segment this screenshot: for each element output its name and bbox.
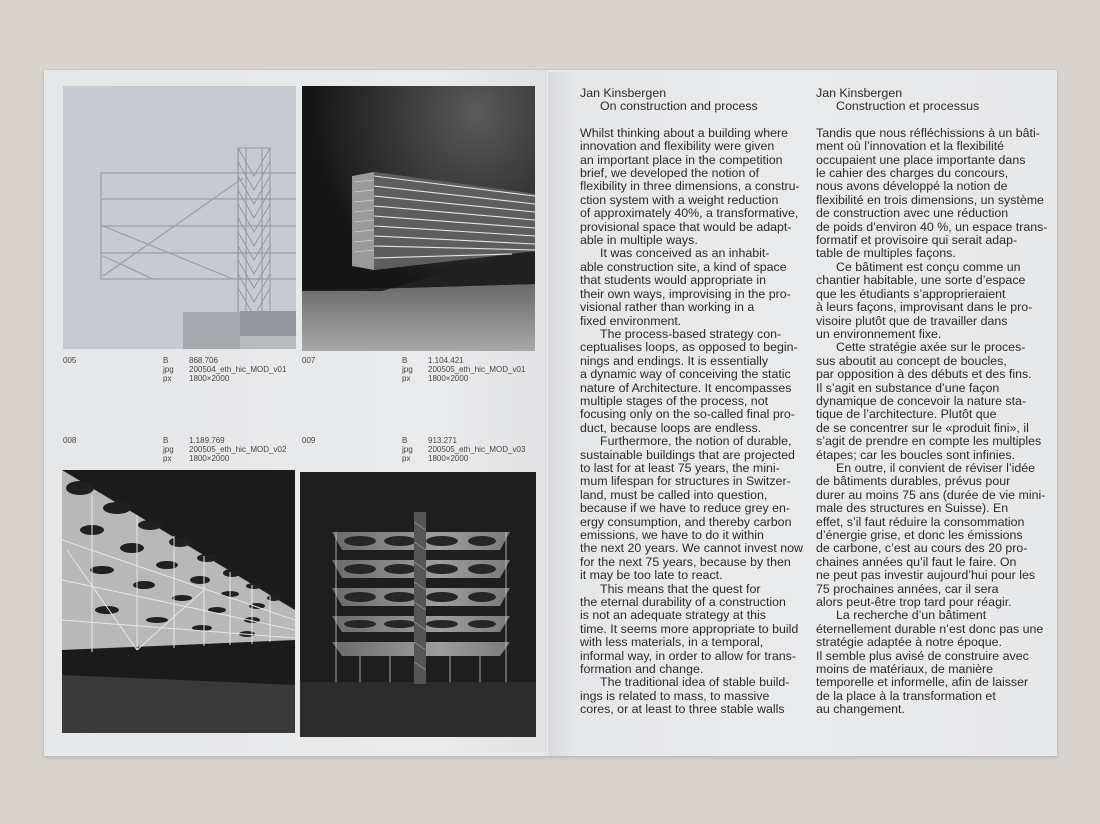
text-line: La recherche d’un bâtiment — [836, 608, 987, 623]
format-label: jpg — [163, 365, 174, 374]
text-line: Cette stratégie axée sur le proces- — [836, 340, 1026, 355]
bytes-label: B — [402, 356, 408, 365]
text-line: nature of Architecture. It encompasses — [580, 380, 792, 395]
size-label: px — [402, 454, 411, 463]
text-line: male des structures en Suisse). En — [816, 501, 1009, 516]
text-line: temporelle et informelle, afin de laisser — [816, 675, 1029, 690]
paragraph — [816, 127, 1048, 261]
text-line: de bâtiments durables, prévus pour — [816, 474, 1011, 489]
text-line: Il s’agit en substance d’une façon — [816, 380, 1000, 395]
plate-008-image — [62, 470, 295, 733]
text-line: éternellement durable n’est donc pas une — [816, 621, 1044, 636]
paragraph — [580, 127, 812, 248]
text-line: innovation and flexibility were given — [580, 139, 775, 154]
text-line: This means that the quest for — [600, 581, 761, 596]
size-label: px — [163, 374, 172, 383]
file-bytes: 913.271 — [428, 436, 457, 445]
frontal-model-photo-icon — [300, 472, 536, 737]
text-line: Tandis que nous réfléchissions à un bâti- — [816, 125, 1040, 140]
text-line: sus aboutit au concept de boucles, — [816, 353, 1007, 368]
text-line: because if we have to reduce grey en- — [580, 501, 791, 516]
file-name: 200505_eth_hic_MOD_v01 — [428, 365, 526, 374]
paragraph — [580, 676, 812, 716]
text-line: provisional space that would be adapt- — [580, 219, 792, 234]
plate-number: 005 — [63, 356, 77, 365]
text-line: ction system with a weight reduction — [580, 192, 779, 207]
essay-title: Construction et processus — [836, 99, 980, 114]
french-text-column — [816, 87, 1048, 717]
image-size: 1800×2000 — [428, 374, 469, 383]
paragraph — [816, 462, 1048, 609]
file-name: 200505_eth_hic_MOD_v03 — [428, 445, 526, 454]
paragraph — [580, 435, 812, 582]
text-line: de construction avec une réduction — [816, 206, 1009, 221]
plate-005-image — [63, 86, 296, 349]
text-line: Ce bâtiment est conçu comme un — [836, 259, 1021, 274]
text-line: flexibility in three dimensions, a constru- — [580, 179, 800, 194]
text-line: their own ways, improvising in the pro- — [580, 286, 791, 301]
text-line: time. It seems more appropriate to build — [580, 621, 799, 636]
plate-009-image — [300, 472, 536, 737]
size-label: px — [402, 374, 411, 383]
text-line: land, must be called into question, — [580, 487, 768, 502]
text-line: informal way, in order to allow for trans- — [580, 648, 796, 663]
perforated-slab-photo-icon — [62, 470, 295, 733]
image-size: 1800×2000 — [189, 374, 230, 383]
text-line: de carbone, c’est au cours des 20 pro- — [816, 541, 1028, 556]
text-line: Il semble plus avisé de construire avec — [816, 648, 1029, 663]
text-line: that students would appropriate in — [580, 273, 766, 288]
text-line: effet, s’il faut réduire la consommation — [816, 514, 1025, 529]
bytes-label: B — [402, 436, 408, 445]
text-line: ne peut pas investir aujourd’hui pour les — [816, 568, 1036, 583]
text-line: visional rather than working in a — [580, 300, 755, 315]
text-line: nings and endings. It is essentially — [580, 353, 769, 368]
text-line: table de multiples façons. — [816, 246, 956, 261]
text-line: alors peut-être trop tard pour réagir. — [816, 595, 1012, 610]
paragraph — [816, 261, 1048, 341]
text-line: It was conceived as an inhabit- — [600, 246, 770, 261]
text-line: a dynamic way of conceiving the static — [580, 367, 791, 382]
text-line: for the next 75 years, because by then — [580, 554, 791, 569]
text-line: dynamique de concevoir la nature sta- — [816, 393, 1027, 408]
text-line: emissions, we have to do it within — [580, 528, 764, 542]
essay-title: On construction and process — [600, 99, 758, 114]
text-line: de poids d’environ 40 %, un espace trans- — [816, 219, 1048, 234]
text-line: le cahier des charges du concours, — [816, 166, 1009, 181]
size-label: px — [163, 454, 172, 463]
paragraph — [816, 341, 1048, 462]
text-line: flexibilité en trois dimensions, un système — [816, 192, 1044, 207]
text-line: nous avons développé la notion de — [816, 179, 1008, 194]
format-label: jpg — [163, 445, 174, 454]
paragraph — [580, 247, 812, 327]
text-line: the eternal durability of a construction — [580, 595, 786, 610]
text-line: the next 20 years. We cannot invest now — [580, 541, 803, 556]
text-line: cores, or at least to three stable walls — [580, 702, 785, 717]
text-line: able construction site, a kind of space — [580, 259, 787, 274]
text-line: an important place in the competition — [580, 152, 783, 167]
plate-007-image — [302, 86, 535, 351]
author-name: Jan Kinsbergen — [580, 86, 667, 100]
text-line: of approximately 40%, a transformative, — [580, 206, 799, 221]
plate-number: 009 — [302, 436, 316, 445]
bytes-label: B — [163, 356, 169, 365]
text-line: occupaient une place importante dans — [816, 152, 1026, 167]
plate-number: 008 — [63, 436, 77, 445]
text-line: multiple stages of the process, not — [580, 393, 769, 408]
text-line: sustainable buildings that are projected — [580, 447, 795, 462]
gutter-fold — [545, 70, 549, 756]
text-line: tique de l’architecture. Plutôt que — [816, 407, 997, 422]
format-label: jpg — [402, 365, 413, 374]
text-line: de se concentrer sur le «produit fini», il — [816, 420, 1029, 435]
file-name: 200504_eth_hic_MOD_v01 — [189, 365, 287, 374]
text-line: à leurs façons, improvisant dans le pro- — [816, 300, 1033, 315]
text-line: Furthermore, the notion of durable, — [600, 434, 792, 449]
text-line: mum lifespan for structures in Switzer- — [580, 474, 791, 489]
text-line: ceptualises loops, as opposed to begin- — [580, 340, 798, 355]
essay-body — [816, 127, 1048, 717]
text-line: fixed environment. — [580, 313, 682, 328]
text-line: au changement. — [816, 702, 905, 717]
model-photo-icon — [302, 86, 535, 351]
text-line: que les étudiants s’approprieraient — [816, 286, 1006, 301]
paragraph — [580, 583, 812, 677]
text-line: de la place à la transformation et — [816, 688, 996, 703]
text-line: able in multiple ways. — [580, 233, 698, 248]
text-line: The process-based strategy con- — [600, 326, 782, 341]
paragraph — [816, 609, 1048, 716]
text-line: formation and change. — [580, 662, 704, 677]
text-line: chaines années qu’il faut le faire. On — [816, 554, 1017, 569]
text-line: d’énergie grise, et donc les émissions — [816, 528, 1023, 542]
text-line: Whilst thinking about a building where — [580, 125, 789, 140]
english-text-column — [580, 87, 812, 717]
image-size: 1800×2000 — [428, 454, 469, 463]
text-line: to last for at least 75 years, the mini- — [580, 460, 780, 475]
text-line: ergy consumption, and thereby carbon — [580, 514, 792, 529]
text-line: durer au moins 75 ans (durée de vie mini- — [816, 487, 1046, 502]
text-line: En outre, il convient de réviser l’idée — [836, 460, 1036, 475]
text-line: ment où l’innovation et la flexibilité — [816, 139, 1005, 154]
text-line: s’agit de prendre en compte les multiples — [816, 434, 1042, 449]
essay-body — [580, 127, 812, 717]
text-line: chantier habitable, une sorte d’espace — [816, 273, 1026, 288]
text-line: ings is related to mass, to massive — [580, 688, 770, 703]
elevation-drawing-icon — [63, 86, 296, 349]
text-line: it may be too late to react. — [580, 568, 723, 583]
plate-number: 007 — [302, 356, 316, 365]
text-line: étapes; car les boucles sont infinies. — [816, 447, 1016, 462]
file-bytes: 868.706 — [189, 356, 218, 365]
paragraph — [580, 328, 812, 435]
image-size: 1800×2000 — [189, 454, 230, 463]
text-line: focusing only on the so-called final pro- — [580, 407, 795, 422]
file-name: 200505_eth_hic_MOD_v02 — [189, 445, 287, 454]
text-line: un environnement fixe. — [816, 326, 942, 341]
text-line: moins de matériaux, de manière — [816, 662, 993, 677]
text-line: with less materials, in a temporal, — [580, 635, 764, 650]
text-line: stratégie adaptée à notre époque. — [816, 635, 1003, 650]
text-line: formatif et provisoire qui serait adap- — [816, 233, 1018, 248]
text-line: brief, we developed the notion of — [580, 166, 760, 181]
text-line: duct, because loops are endless. — [580, 420, 762, 435]
text-line: 75 prochaines années, car il sera — [816, 581, 999, 596]
format-label: jpg — [402, 445, 413, 454]
file-bytes: 1.104.421 — [428, 356, 464, 365]
text-line: The traditional idea of stable build- — [600, 675, 790, 690]
bytes-label: B — [163, 436, 169, 445]
text-line: par opposition à des débuts et des fins. — [816, 367, 1032, 382]
file-bytes: 1.189.769 — [189, 436, 225, 445]
text-line: visoire plutôt que de travailler dans — [816, 313, 1008, 328]
author-name: Jan Kinsbergen — [816, 86, 903, 100]
text-line: is not an adequate strategy at this — [580, 608, 766, 623]
